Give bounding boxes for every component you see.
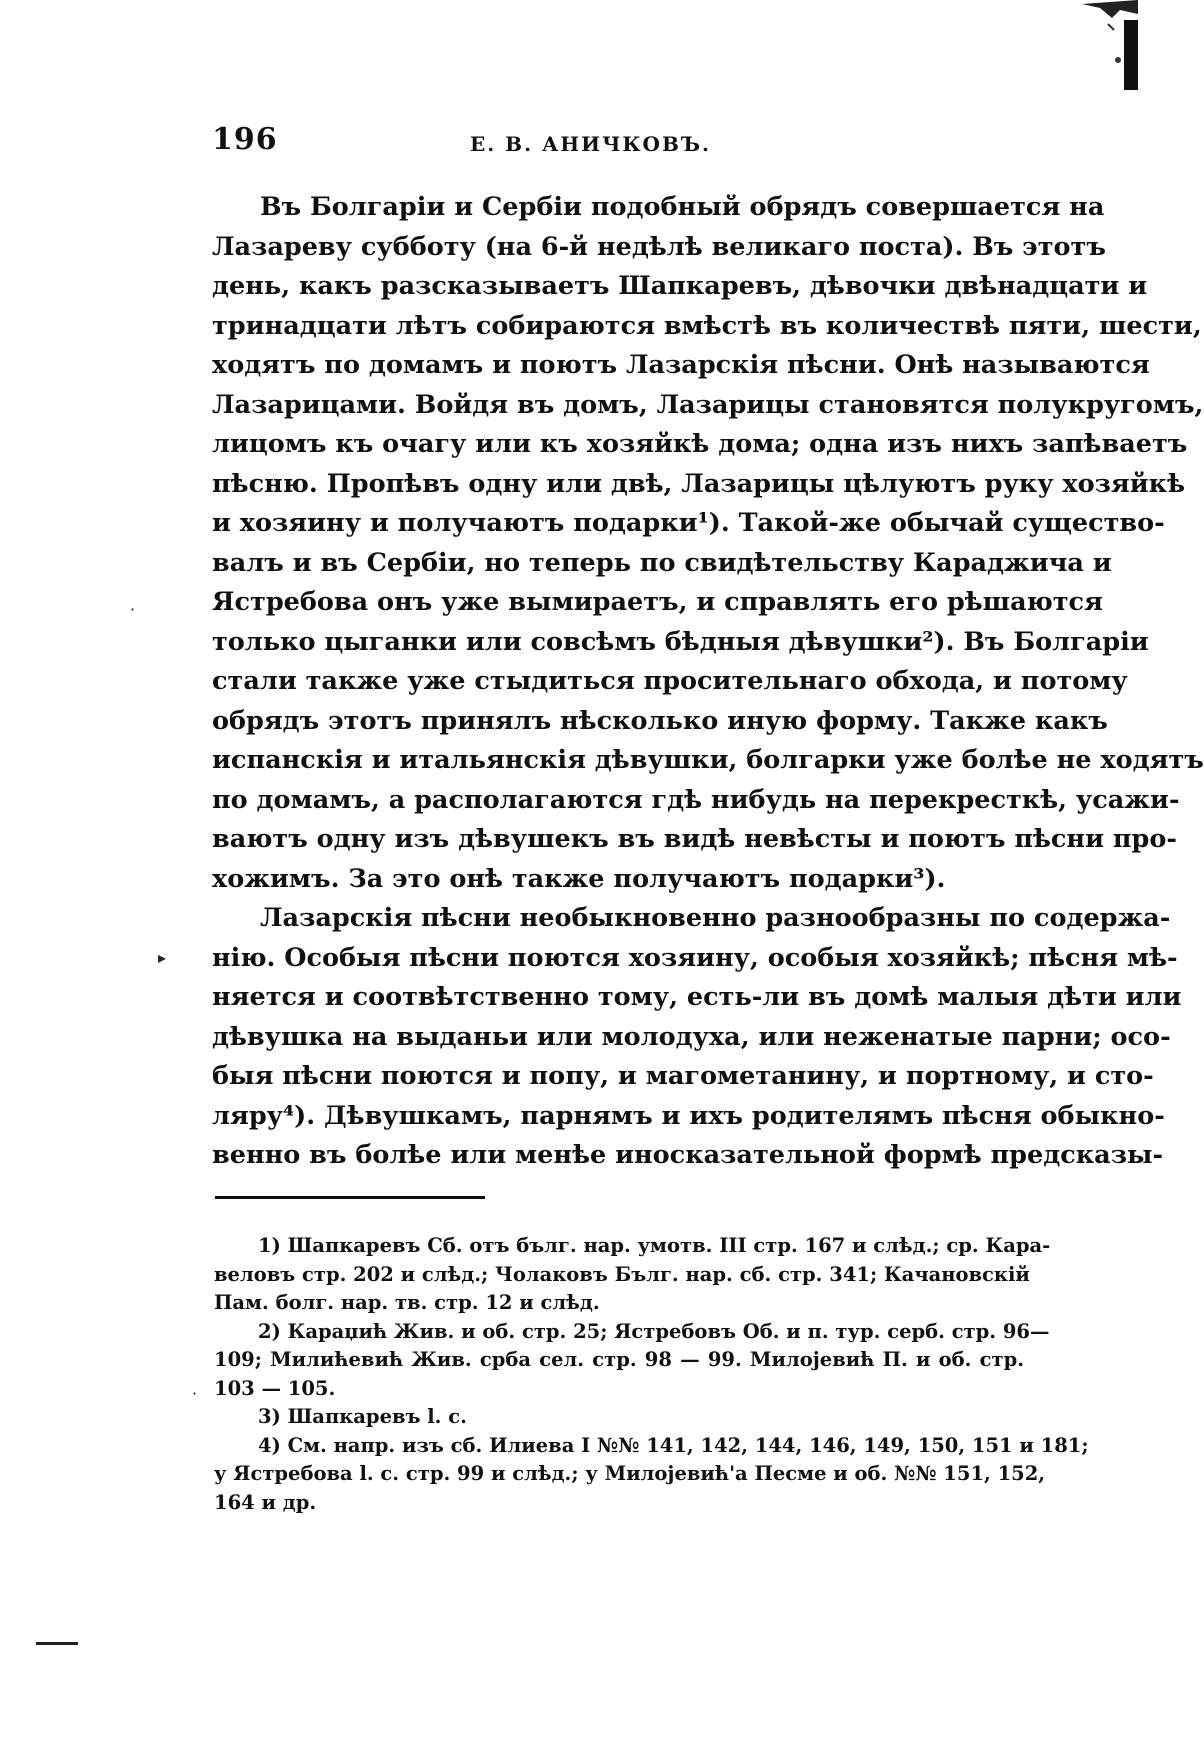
text-line: ходятъ по домамъ и поютъ Лазарскія пѣсни. Онѣ называются [212, 350, 1150, 380]
text-line: день, какъ разсказываетъ Шапкаревъ, дѣвочки двѣнадцати и [212, 271, 1148, 301]
scan-edge-mark [1020, 0, 1140, 90]
text-line: быя пѣсни поются и попу, и магометанину, и портному, и сто- [212, 1061, 1154, 1091]
text-line: только цыганки или совсѣмъ бѣдныя дѣвушки²). Въ Болгаріи [212, 626, 1149, 657]
margin-dot: · [130, 600, 136, 619]
footnote-line: 103 — 105. [214, 1376, 336, 1400]
running-title: Е. В. АНИЧКОВЪ. [470, 132, 711, 156]
text-line: Лазарицами. Войдя въ домъ, Лазарицы становятся полукругомъ, [212, 389, 1204, 420]
scan-bottom-mark [36, 1642, 78, 1645]
body-text [212, 188, 1204, 1176]
margin-dot: · [192, 1384, 198, 1403]
text-line: ляру⁴). Дѣвушкамъ, парнямъ и ихъ родителямъ пѣсня обыкно- [212, 1100, 1165, 1131]
text-line: валъ и въ Сербіи, но теперь по свидѣтельству Караджича и [212, 547, 1112, 578]
text-line: лицомъ къ очагу или къ хозяйкѣ дома; одна изъ нихъ запѣваетъ [212, 429, 1188, 459]
text-line: венно въ болѣе или менѣе иносказательной формѣ предсказы- [212, 1140, 1164, 1170]
page-number: 196 [212, 122, 278, 157]
text-line: пѣсню. Пропѣвъ одну или двѣ, Лазарицы цѣлуютъ руку хозяйкѣ [212, 468, 1186, 499]
text-line: ваютъ одну изъ дѣвушекъ въ видѣ невѣсты и поютъ пѣсни про- [212, 824, 1177, 854]
footnote-rule [215, 1196, 485, 1199]
footnote-line: 109; Милићевић Жив. срба сел. стр. 98 — 99. Милојевић П. и об. стр. [214, 1348, 1024, 1371]
running-head [212, 122, 1020, 162]
footnote-line: Пам. болг. нар. тв. стр. 12 и слѣд. [214, 1291, 600, 1314]
footnote-line: веловъ стр. 202 и слѣд.; Чолаковъ Бълг. нар. сб. стр. 341; Качановскій [214, 1262, 1030, 1286]
margin-arrow-mark: ▸ [158, 948, 167, 967]
footnotes [214, 1232, 1089, 1517]
footnote-line: 1) Шапкаревъ Сб. отъ бълг. нар. умотв. III стр. 167 и слѣд.; ср. Кара- [258, 1234, 1051, 1257]
text-line: Въ Болгаріи и Сербіи подобный обрядъ совершается на [260, 192, 1105, 222]
text-line: обрядъ этотъ принялъ нѣсколько иную форму. Также какъ [212, 705, 1108, 736]
footnote-line: 3) Шапкаревъ l. с. [258, 1405, 467, 1428]
text-line: няется и соотвѣтственно тому, есть-ли въ домѣ малыя дѣти или [212, 982, 1182, 1012]
footnote-line: у Ястребова l. с. стр. 99 и слѣд.; у Милојевић'а Песме и об. №№ 151, 152, [214, 1462, 1046, 1485]
text-line: и хозяину и получаютъ подарки¹). Такой-же обычай существо- [212, 508, 1165, 538]
text-line: Ястребова онъ уже вымираетъ, и справлять его рѣшаются [212, 587, 1103, 617]
text-line: Лазарскія пѣсни необыкновенно разнообразны по содержа- [260, 903, 1171, 933]
text-line: стали также уже стыдиться просительнаго обхода, и потому [212, 666, 1128, 696]
text-line: хожимъ. За это онѣ также получаютъ подарки³). [212, 863, 946, 894]
text-line: испанскія и итальянскія дѣвушки, болгарки уже болѣе не ходятъ [212, 745, 1204, 775]
text-line: по домамъ, а располагаются гдѣ нибудь на перекресткѣ, усажи- [212, 784, 1180, 815]
text-line: дѣвушка на выданьи или молодуха, или неженатые парни; осо- [212, 1021, 1171, 1052]
text-line: тринадцати лѣтъ собираются вмѣстѣ въ количествѣ пяти, шести, [212, 310, 1202, 341]
text-line: нію. Особыя пѣсни поются хозяину, особыя хозяйкѣ; пѣсня мѣ- [212, 942, 1178, 973]
footnote-line: 2) Караџић Жив. и об. стр. 25; Ястребовъ Об. и п. тур. серб. стр. 96— [258, 1319, 1050, 1343]
footnote-line: 4) См. напр. изъ сб. Илиева I №№ 141, 142, 144, 146, 149, 150, 151 и 181; [258, 1433, 1089, 1457]
footnote-line: 164 и др. [214, 1490, 317, 1514]
text-line: Лазареву субботу (на 6-й недѣлѣ великаго поста). Въ этотъ [212, 231, 1106, 262]
